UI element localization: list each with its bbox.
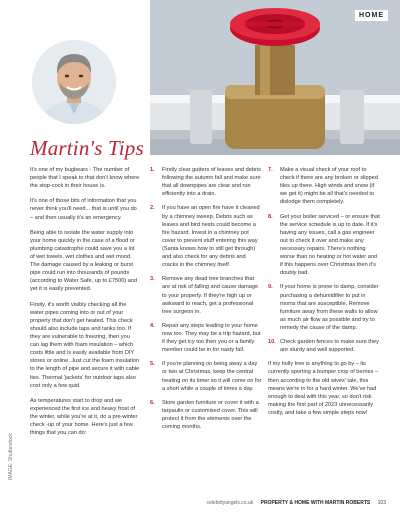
tip-text: Firstly clear gutters of leaves and debris following the autumn fall and make sure that all downpipes are clear and run efficiently into a drain.	[162, 167, 261, 198]
tips-column-right	[268, 166, 380, 417]
photo-credit: IMAGE: Shutterstock	[8, 433, 14, 480]
tip-text: Repair any steps leading to your home now too. They may be a trip hazard, but if they get icy too then you or a family member could be in for nasty fall.	[162, 322, 261, 354]
footer-website: celebrityangels.co.uk	[206, 500, 254, 506]
intro-column	[30, 166, 140, 444]
author-portrait	[32, 40, 116, 124]
tip-number: 7.	[268, 167, 273, 173]
tip-number: 3.	[150, 276, 155, 283]
tip-item	[268, 213, 380, 278]
intro-paragraph: Firstly, it's worth visibly checking all the water pipes coming into or out of your property that don't get heated. This check should also include taps and tanks too. If they are vulnerable to freezing, then you can lag them with foam insulation – which costs little and is easily available from DIY stores or online. Just cut the foam insulation to the length of pipe and secure it with cable ties. Thermal 'jackets' for outdoor taps also cost only a few quid.	[30, 301, 140, 389]
closing-paragraph: If my holly tree is anything to go by – its currently sporting a bumper crop of berries – then according to the old wives' tale, this means we're in for a hard winter. We've had enough to deal with this year, so don't risk making the first part of 2023 unnecessarily costly, and take a few simple steps now!	[268, 361, 379, 416]
tip-number: 6.	[150, 399, 155, 406]
tip-item	[150, 275, 262, 316]
tip-number: 9.	[268, 284, 273, 291]
footer-magazine-name: PROPERTY & HOME WITH MARTIN ROBERTS	[260, 500, 371, 506]
tip-text: Remove any dead tree branches that are at risk of falling and cause damage to your property. If they're high up or awkward to reach, get a professional tree surgeon in.	[162, 276, 259, 315]
hero-photo-stopcock	[150, 0, 400, 155]
tip-text: If your home is prone to damp, consider purchasing a dehumidifier to put in rooms that are susceptible. Remove furniture away from these walls to allow as much air flow as possible and try to remedy the cause of the damp.	[280, 284, 379, 331]
intro-paragraph: As temperatures start to drop and we experienced the first ice and heavy frost of the winter, while you're at it, do a pre-winter check -up of your home. Here's just a few things that you can do:	[30, 397, 138, 437]
tip-item	[150, 399, 262, 431]
tip-item	[268, 166, 380, 207]
tip-item	[268, 338, 380, 354]
tip-text: Store garden furniture or cover it with a tarpaulin or customised cover. This will protect it from the elements over the coming months.	[162, 399, 259, 431]
tip-number: 10.	[268, 339, 276, 346]
tip-number: 5.	[150, 361, 155, 368]
tips-column-middle	[150, 166, 262, 437]
intro-paragraph: Being able to isolate the water supply into your home quickly in the case of a flood or plumbing catastrophe could save you a lot of wet towels, wet clothes and wet mood. The damage caused by a leaking or burst pipe could run into thousands of pounds (according to Water Safe, up to £7500) and yet it is easily prevented.	[30, 229, 138, 293]
tip-item	[268, 283, 380, 332]
tip-number: 4.	[150, 322, 155, 329]
tip-text: Get your boiler serviced – or ensure that the service schedule is up to date. If it's having any issues, call a gas engineer out to check it over and make any necessary repairs. There's nothing worse than no heating or hot water and if this happens over Christmas then it's doubly bad.	[280, 213, 380, 277]
tip-item	[150, 360, 262, 392]
tip-text: If you're planning on being away a day or two at Christmas, keep the central heating on its timer so it will come on for a short while a couple of times a day.	[162, 361, 262, 392]
intro-paragraph: It's one of my bugbears - The number of people that I speak to that don't know where the stop-cock in their house is.	[30, 167, 140, 190]
intro-paragraph: It's one of those bits of information that you never think you'll need... that is until you do – and then usually it's an emergency.	[30, 198, 137, 221]
tip-text: If you have an open fire have it cleaned by a chimney sweep. Debris such as leaves and bird nests could become a fire hazard. Invest in a chimney pot cover to prevent stuff entering this way (Santa knows how to still get through) and also check for any debris and cracks in the chimney itself.	[162, 205, 260, 269]
section-tag: HOME	[355, 10, 388, 21]
page-number: 103	[377, 500, 386, 506]
tip-number: 2.	[150, 205, 155, 212]
page-footer	[0, 500, 386, 506]
tip-number: 8.	[268, 213, 273, 220]
tip-item	[150, 322, 262, 354]
stopcock-valve-illustration	[150, 0, 400, 155]
tip-text: Make a visual check of your roof to check if there are any broken or slipped tiles up there. High winds and snow (if we get it) might be all that's needed to dislodge them completely.	[280, 167, 378, 206]
tip-item	[150, 166, 262, 198]
tip-item	[150, 204, 262, 269]
page-title: Martin's Tips	[30, 136, 144, 160]
tip-number: 1.	[150, 167, 155, 173]
tip-text: Check garden fences to make sure they are sturdy and well supported.	[280, 339, 379, 354]
